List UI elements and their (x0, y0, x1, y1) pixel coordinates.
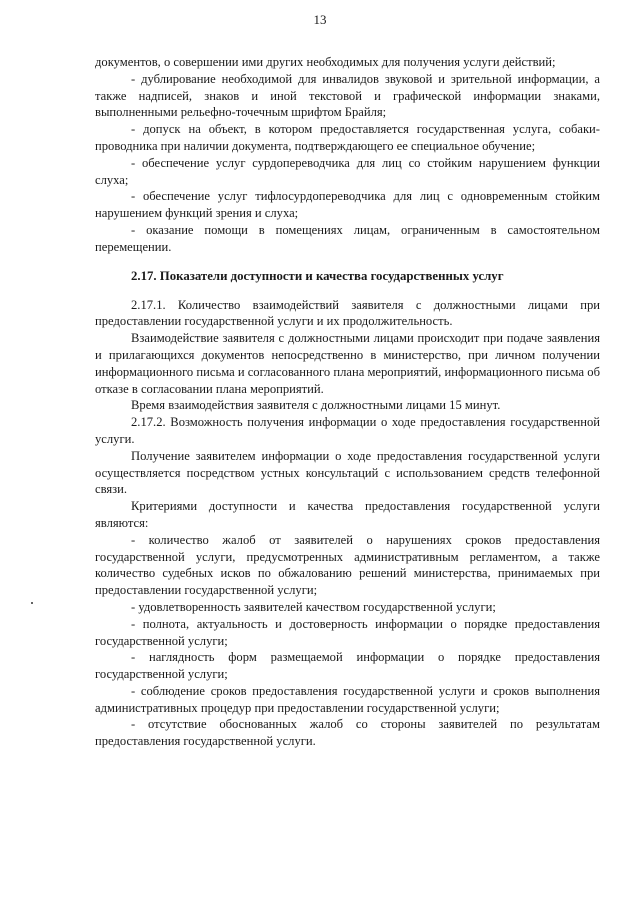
paragraph: Время взаимодействия заявителя с должностными лицами 15 минут. (131, 398, 501, 413)
list-item: - дублирование необходимой для инвалидов звуковой и зрительной информации, а также надписей, знаков и иной текстовой и графической информации знаками, выполненными рельефно-точечным шрифтом Брайля; (95, 71, 600, 120)
list-item: - количество жалоб от заявителей о нарушениях сроков предоставления государственной услуги, предусмотренных административным регламентом, а также количество судебных исков по обжалованию решений министерства, принимаемых при предоставлении государственной услуги; (95, 532, 600, 598)
list-item: - отсутствие обоснованных жалоб со стороны заявителей по результатам предоставления государственной услуги. (95, 717, 600, 749)
paragraph: Взаимодействие заявителя с должностными лицами происходит при подаче заявления и прилагающихся документов непосредственно в министерство, при личном получении информационного письма и согласованного плана мероприятий, информационного письма об отказе в согласовании плана мероприятий. (95, 331, 600, 396)
paragraph: Критериями доступности и качества предоставления государственной услуги являются: (95, 499, 600, 530)
list-item: - оказание помощи в помещениях лицам, ограниченным в самостоятельном перемещении. (95, 222, 600, 254)
paragraph: Получение заявителем информации о ходе предоставления государственной услуги осуществляется посредством устных консультаций с использованием средств телефонной связи. (95, 448, 600, 497)
section-heading: 2.17. Показатели доступности и качества государственных услуг (131, 268, 504, 283)
page-number: 13 (313, 12, 327, 27)
list-item: - полнота, актуальность и достоверность информации о порядке предоставления государственной услуги; (95, 616, 600, 648)
list-item: - допуск на объект, в котором предоставляется государственная услуга, собаки-проводника при наличии документа, подтверждающего ее специальное обучение; (95, 122, 600, 153)
paragraph: 2.17.2. Возможность получения информации о ходе предоставления государственной услуги. (95, 415, 600, 446)
paragraph: 2.17.1. Количество взаимодействий заявителя с должностными лицами при предоставлении государственной услуги и их продолжительность. (95, 297, 600, 329)
scan-mark (31, 602, 33, 604)
list-item: - наглядность форм размещаемой информации о порядке предоставления государственной услуги; (95, 650, 600, 682)
paragraph: документов, о совершении ими других необходимых для получения услуги действий; (95, 55, 556, 69)
list-item: - соблюдение сроков предоставления государственной услуги и сроков выполнения административных процедур при предоставлении государственной услуги; (95, 683, 600, 715)
list-item: - обеспечение услуг тифлосурдопереводчика для лиц с одновременным стойким нарушением функций зрения и слуха; (95, 189, 600, 221)
list-item: - обеспечение услуг сурдопереводчика для лиц со стойким нарушением функции слуха; (95, 155, 600, 187)
list-item: - удовлетворенность заявителей качеством государственной услуги; (131, 599, 496, 614)
document-body (95, 54, 600, 750)
